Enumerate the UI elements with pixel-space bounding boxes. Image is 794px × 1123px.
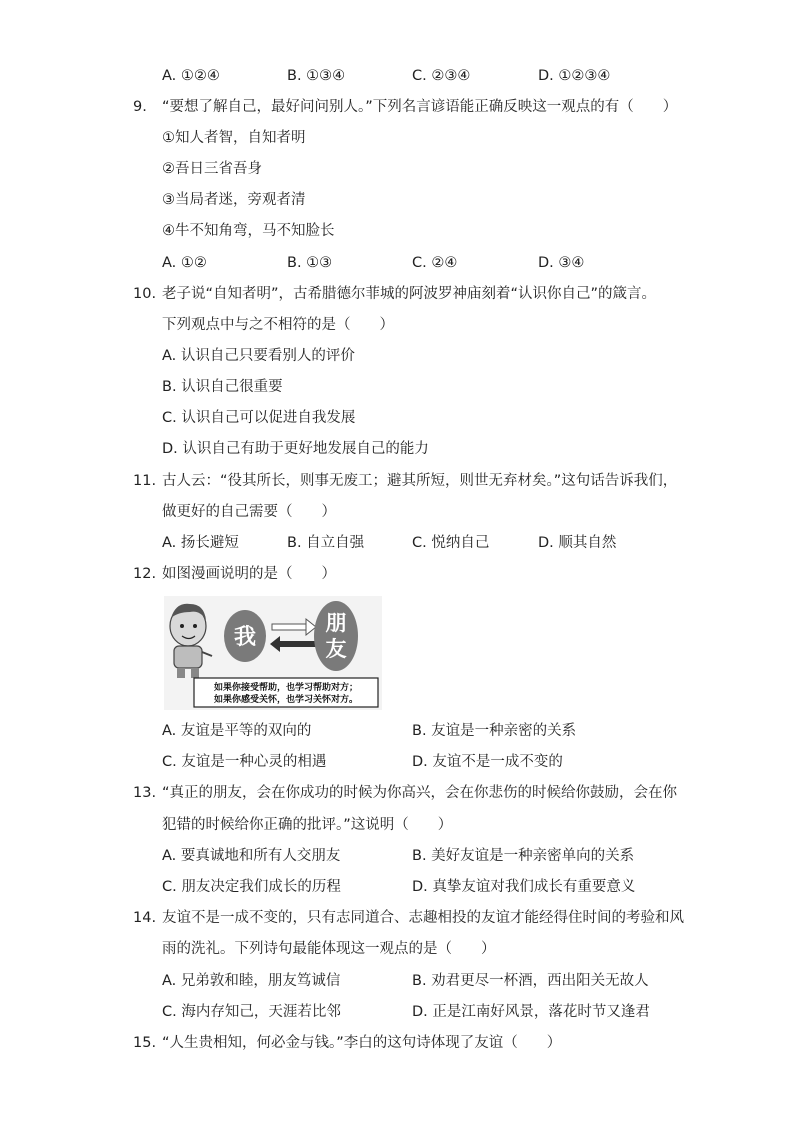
q14-option-d[interactable]: D. 正是江南好风景，落花时节又逢君	[412, 1004, 650, 1020]
q11-number: 11.	[133, 473, 157, 489]
boy-figure	[170, 604, 212, 678]
comic-caption-line-2: 如果你感受关怀，也学习关怀对方。	[213, 695, 359, 705]
q8-option-b[interactable]: B. ①③④	[287, 68, 346, 84]
q9-stem: “要想了解自己，最好问问别人。”下列名言谚语能正确反映这一观点的有（ ）	[162, 99, 678, 115]
q9-option-d[interactable]: D. ③④	[538, 255, 585, 271]
q14-option-b[interactable]: B. 劝君更尽一杯酒，西出阳关无故人	[412, 973, 649, 989]
q10-option-b[interactable]: B. 认识自己很重要	[162, 379, 283, 395]
q14-option-c[interactable]: C. 海内存知己，天涯若比邻	[162, 1004, 341, 1020]
q13-option-b[interactable]: B. 美好友谊是一种亲密单向的关系	[412, 848, 635, 864]
q12-option-d[interactable]: D. 友谊不是一成不变的	[412, 754, 563, 770]
q8-option-d[interactable]: D. ①②③④	[538, 68, 611, 84]
q12-number: 12.	[133, 566, 157, 582]
q11-stem-line-1: 古人云：“役其所长，则事无废工；避其所短，则世无弃材矣。”这句话告诉我们，	[162, 473, 678, 489]
q9-option-b[interactable]: B. ①③	[287, 255, 333, 271]
q12-stem: 如图漫画说明的是（ ）	[162, 566, 336, 582]
q11-options	[162, 532, 682, 554]
q9-option-c[interactable]: C. ②④	[412, 255, 458, 271]
q14-option-a[interactable]: A. 兄弟敦和睦，朋友笃诚信	[162, 973, 341, 989]
q8-option-c[interactable]: C. ②③④	[412, 68, 471, 84]
q9-item-3: ③当局者迷，旁观者清	[162, 192, 306, 208]
q13-stem-line-2: 犯错的时候给你正确的批评。”这说明（ ）	[162, 817, 453, 833]
q12-option-c[interactable]: C. 友谊是一种心灵的相遇	[162, 754, 327, 770]
q15-stem: “人生贵相知，何必金与钱。”李白的这句诗体现了友谊（ ）	[162, 1035, 562, 1051]
q10-stem-line-1: 老子说“自知者明”，古希腊德尔菲城的阿波罗神庙刻着“认识你自己”的箴言。	[162, 286, 657, 302]
q14-options-row-2	[162, 1001, 682, 1023]
q12-options-row-1	[162, 720, 682, 742]
q13-options-row-2	[162, 876, 682, 898]
q9-number: 9.	[133, 99, 147, 115]
q10-option-c[interactable]: C. 认识自己可以促进自我发展	[162, 410, 356, 426]
q9-options	[162, 252, 682, 274]
friend-circle-label-2: 友	[325, 637, 347, 661]
q11-option-d[interactable]: D. 顺其自然	[538, 535, 617, 551]
q10-stem-line-2: 下列观点中与之不相符的是（ ）	[162, 317, 394, 333]
q14-options-row-1	[162, 970, 682, 992]
q12-option-b[interactable]: B. 友谊是一种亲密的关系	[412, 723, 577, 739]
q14-number: 14.	[133, 910, 157, 926]
q9-option-a[interactable]: A. ①②	[162, 255, 207, 271]
q9-item-2: ②吾日三省吾身	[162, 161, 262, 177]
q15-number: 15.	[133, 1035, 157, 1051]
friendship-comic-illustration	[164, 596, 382, 710]
q9-item-4: ④牛不知角弯，马不知脸长	[162, 223, 335, 239]
q14-stem-line-1: 友谊不是一成不变的，只有志同道合、志趣相投的友谊才能经得住时间的考验和风	[162, 910, 684, 926]
q11-option-b[interactable]: B. 自立自强	[287, 535, 365, 551]
q8-options	[162, 65, 682, 87]
q13-options-row-1	[162, 845, 682, 867]
friend-circle-label-1: 朋	[325, 611, 347, 635]
comic-caption-line-1: 如果你接受帮助，也学习帮助对方；	[213, 683, 359, 693]
friendship-comic	[164, 596, 382, 710]
self-circle-label: 我	[233, 625, 257, 650]
q10-option-a[interactable]: A. 认识自己只要看别人的评价	[162, 348, 355, 364]
q11-option-a[interactable]: A. 扬长避短	[162, 535, 239, 551]
q11-option-c[interactable]: C. 悦纳自己	[412, 535, 490, 551]
q13-option-c[interactable]: C. 朋友决定我们成长的历程	[162, 879, 341, 895]
q10-option-d[interactable]: D. 认识自己有助于更好地发展自己的能力	[162, 441, 429, 457]
q13-option-a[interactable]: A. 要真诚地和所有人交朋友	[162, 848, 341, 864]
q9-item-1: ①知人者智，自知者明	[162, 130, 306, 146]
q12-option-a[interactable]: A. 友谊是平等的双向的	[162, 723, 312, 739]
exchange-arrows-icon	[270, 619, 316, 652]
q13-option-d[interactable]: D. 真挚友谊对我们成长有重要意义	[412, 879, 636, 895]
q11-stem-line-2: 做更好的自己需要（ ）	[162, 504, 336, 520]
q8-option-a[interactable]: A. ①②④	[162, 68, 220, 84]
q13-number: 13.	[133, 785, 157, 801]
q12-options-row-2	[162, 751, 682, 773]
q13-stem-line-1: “真正的朋友，会在你成功的时候为你高兴，会在你悲伤的时候给你鼓励，会在你	[162, 785, 678, 801]
q14-stem-line-2: 雨的洗礼。下列诗句最能体现这一观点的是（ ）	[162, 941, 496, 957]
q10-number: 10.	[133, 286, 157, 302]
